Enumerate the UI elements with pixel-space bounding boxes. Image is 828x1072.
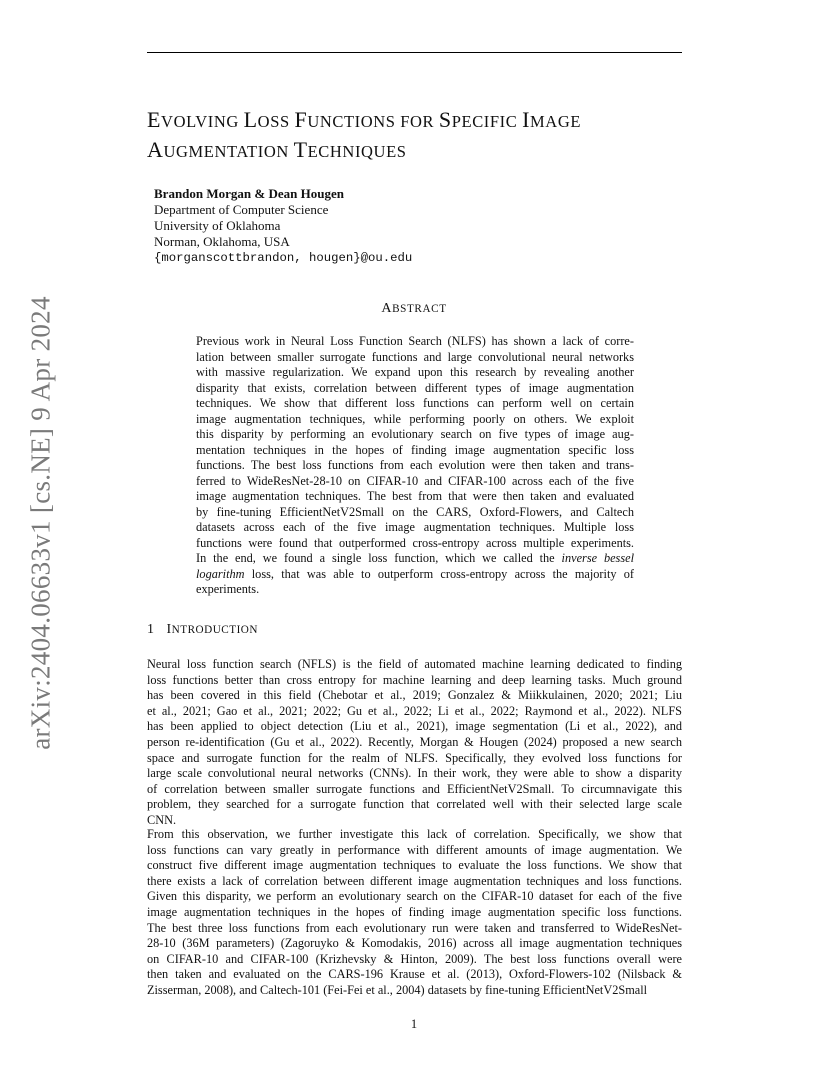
intro-paragraph-1 (147, 657, 682, 829)
author-location: Norman, Oklahoma, USA (154, 234, 290, 249)
author-department: Department of Computer Science (154, 202, 329, 217)
title-capital: L (243, 107, 258, 132)
abstract-italic-term: inverse bessel (561, 551, 635, 565)
paragraph-line: CNN. (147, 812, 177, 827)
paragraph-line: From this observation, we further investigate this lack of correlation. Specifically, we show that (147, 827, 682, 841)
paragraph-line: image augmentation techniques in the hopes of finding image augmentation specific loss functions. (147, 904, 682, 919)
abstract-line: Previous work in Neural Loss Function Search (NLFS) has shown a lack of corre- (196, 334, 634, 348)
title-smallcaps: PECIFIC (451, 112, 523, 131)
abstract-line: datasets across each of the five image augmentation techniques. Multiple loss (196, 520, 634, 534)
paragraph-line: The best three loss functions from each evolutionary run were taken and transferred to WideResNet- (147, 920, 682, 935)
section-number: 1 (147, 622, 155, 637)
title-line-1 (147, 107, 581, 132)
arxiv-stamp: arXiv:2404.06633v1 [cs.NE] 9 Apr 2024 (25, 296, 56, 750)
top-rule (147, 52, 682, 53)
abstract-line: image augmentation techniques, while performing poorly on others. We exploit (196, 411, 634, 426)
abstract-line-with-italic (196, 567, 634, 583)
abstract-line: ferred to WideResNet-28-10 on CIFAR-10 and CIFAR-100 across each of the five (196, 473, 634, 488)
section-heading (147, 622, 258, 638)
abstract-line: image augmentation techniques. The best from that were then taken and evaluated (196, 489, 634, 503)
paragraph-line: of correlation between smaller surrogate functions and EfficientNetV2Small. To circumnavigate this (147, 781, 682, 796)
paragraph-line: Given this disparity, we perform an evolutionary search on the CIFAR-10 dataset for each of the five (147, 889, 682, 904)
paragraph-line: loss functions can vary greatly in performance with different amounts of image augmentation. We (147, 842, 682, 857)
title-capital: E (147, 107, 162, 132)
title-line-2 (147, 137, 407, 162)
abstract-heading-small: BSTRACT (392, 303, 447, 315)
author-block (154, 186, 412, 266)
title-smallcaps: ECHNIQUES (307, 142, 407, 161)
paper-title (147, 106, 707, 166)
title-capital: I (522, 107, 531, 132)
abstract-line: disparity that exists, correlation between different types of image augmentation (196, 380, 634, 395)
abstract-line-with-italic (196, 551, 634, 567)
section-heading-big: I (166, 622, 172, 637)
title-capital: F (294, 107, 308, 132)
paragraph-line: has been applied to object detection (Liu et al., 2021), image segmentation (Li et al., 2022), and (147, 719, 682, 734)
abstract-heading (0, 301, 828, 317)
abstract-text: loss, that was able to outperform cross-entropy across the majority of (244, 566, 634, 581)
paragraph-line: large scale convolutional neural networks (CNNs). In their work, they were able to show a disparity (147, 766, 682, 781)
paragraph-line: 28-10 (36M parameters) (Zagoruyko & Komodakis, 2016) across all image augmentation techniques (147, 936, 682, 951)
abstract-line: techniques. We show that different loss functions can perform well on certain (196, 396, 634, 410)
paragraph-line: et al., 2021; Gao et al., 2021; 2022; Gu et al., 2022; Li et al., 2022; Raymond et al., 2022). NLFS (147, 703, 682, 718)
paragraph-line: construct five different image augmentation techniques to evaluate the loss functions. We show that (147, 858, 682, 873)
title-capital: T (293, 137, 308, 162)
paragraph-line: Neural loss function search (NFLS) is the field of automated machine learning dedicated to finding (147, 657, 682, 671)
paragraph-line: loss functions better than cross entropy for machine learning and deep learning tasks. Much ground (147, 672, 682, 687)
title-smallcaps: UNCTIONS FOR (307, 112, 439, 131)
paragraph-line: then taken and evaluated on the CARS-196 Krause et al. (2013), Oxford-Flowers-102 (Nilsback & (147, 967, 682, 982)
paragraph-line: on CIFAR-10 and CIFAR-100 (Krizhevsky & Hinton, 2009). The best loss functions overall were (147, 951, 682, 966)
title-smallcaps: MAGE (530, 112, 582, 131)
paragraph-line: there exists a lack of correlation between different image augmentation techniques and loss functions. (147, 873, 682, 888)
title-smallcaps: UGMENTATION (163, 142, 294, 161)
abstract-line: with massive regularization. We expand upon this research by revealing another (196, 365, 634, 379)
abstract-line: experiments. (196, 582, 260, 596)
title-smallcaps: VOLVING (161, 112, 244, 131)
title-smallcaps: OSS (257, 112, 295, 131)
abstract-line: by fine-tuning EfficientNetV2Small on the CARS, Oxford-Flowers, and Caltech (196, 504, 634, 519)
abstract-line: mentation techniques in the hopes of finding image augmentation specific loss (196, 442, 634, 457)
title-capital: S (438, 107, 452, 132)
author-university: University of Oklahoma (154, 218, 281, 233)
section-heading-small: NTRODUCTION (171, 624, 258, 636)
page-number: 1 (410, 1017, 418, 1031)
abstract-text: In the end, we found a single loss function, which we called the (196, 551, 555, 565)
intro-paragraph-2 (147, 827, 682, 999)
paragraph-line: person re-identification (Gu et al., 2022). Recently, Morgan & Hougen (2024) proposed a new search (147, 734, 682, 749)
paragraph-line: space and surrogate function for the realm of NLFS. Specifically, they evolved loss functions for (147, 750, 682, 765)
abstract-line: this disparity by performing an evolutionary search on five types of image aug- (196, 427, 634, 441)
paragraph-line: Zisserman, 2008), and Caltech-101 (Fei-Fei et al., 2004) datasets by fine-tuning EfficientNetV2Small (147, 982, 648, 997)
title-capital: A (147, 137, 164, 162)
abstract-heading-big: A (381, 301, 393, 316)
paragraph-line: problem, they searched for a surrogate function that correlated well with their selected large scale (147, 797, 682, 812)
author-names: Brandon Morgan & Dean Hougen (154, 186, 344, 201)
abstract-body (196, 334, 634, 598)
author-email: {morganscottbrandon, hougen}@ou.edu (154, 251, 413, 265)
abstract-line: functions. The best loss functions from each evolution were then taken and trans- (196, 458, 634, 472)
abstract-line: lation between smaller surrogate functions and large convolutional neural networks (196, 349, 634, 364)
abstract-italic-term: logarithm (196, 566, 245, 581)
paragraph-line: has been covered in this field (Chebotar et al., 2019; Gonzalez & Miikkulainen, 2020; 2021; Liu (147, 688, 682, 703)
abstract-line: functions were found that outperformed cross-entropy across multiple experiments. (196, 535, 634, 550)
